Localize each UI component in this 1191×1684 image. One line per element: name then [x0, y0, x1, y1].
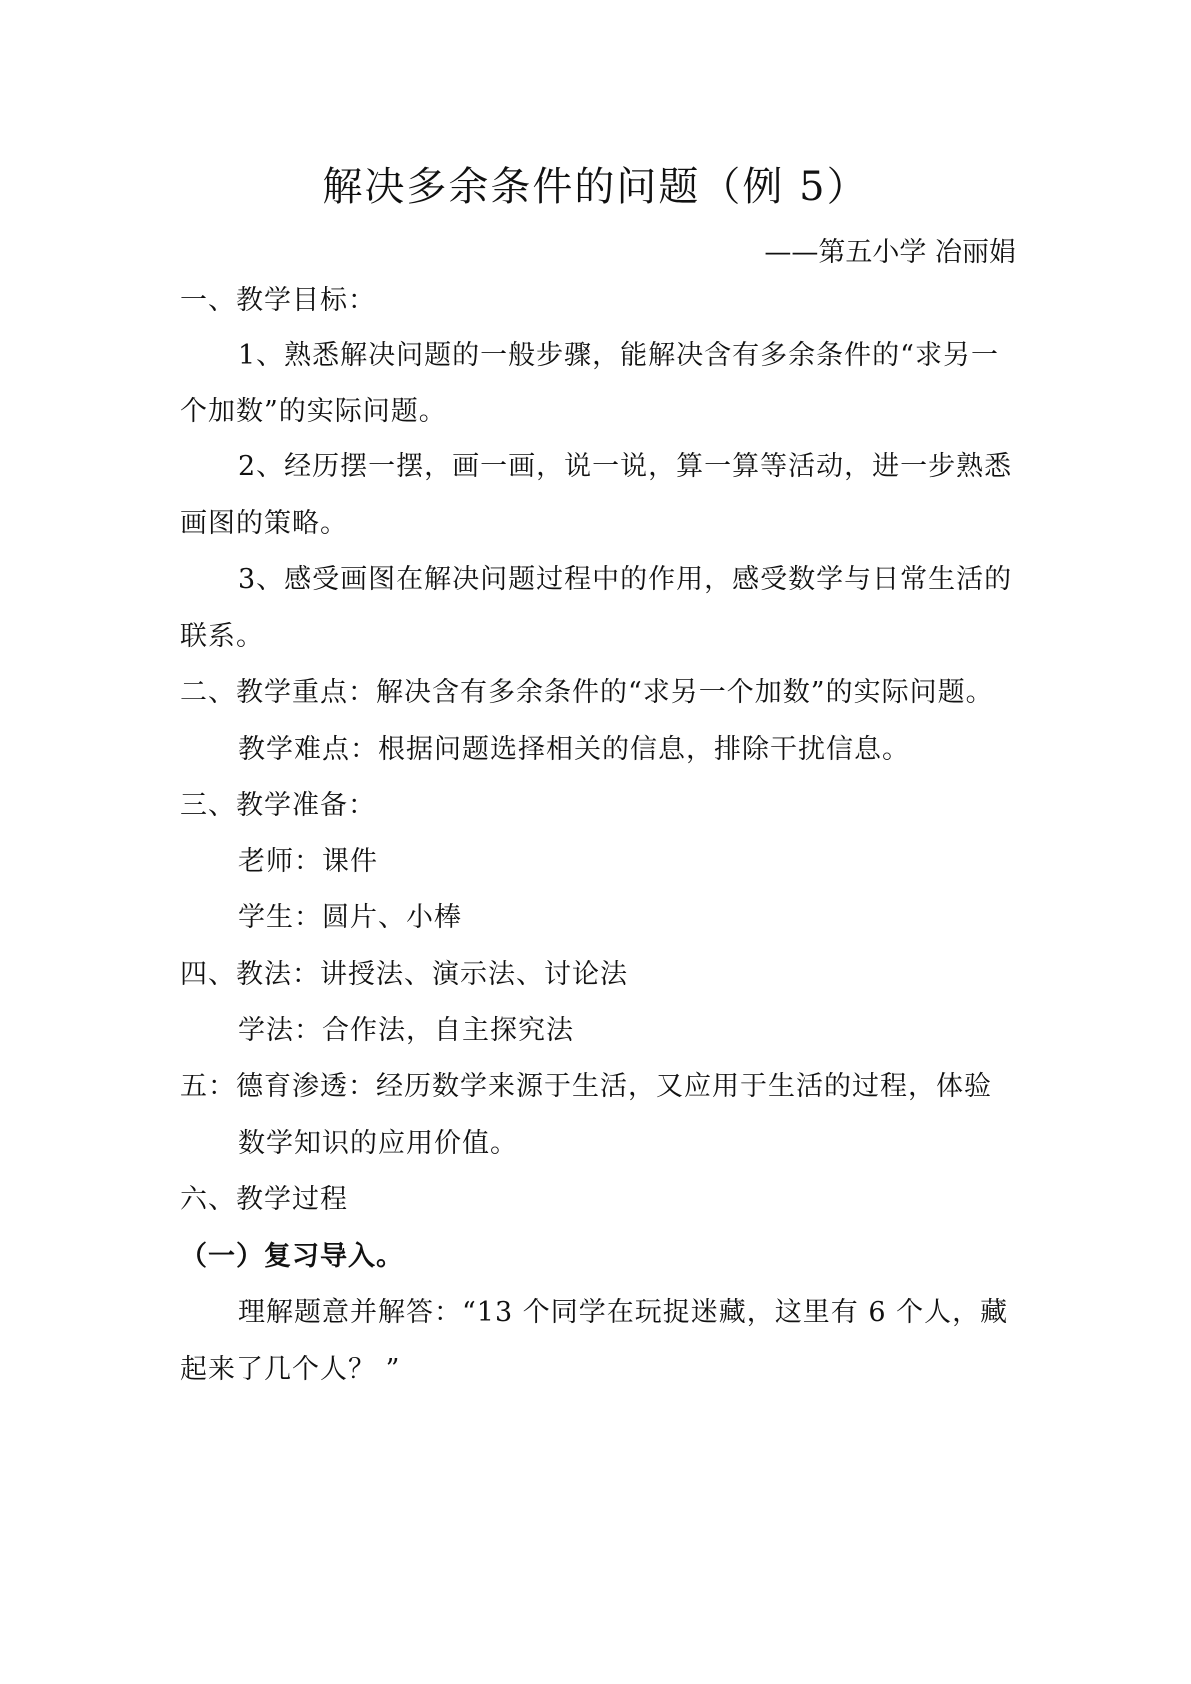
difficult-points: 教学难点：根据问题选择相关的信息，排除干扰信息。 [238, 734, 910, 765]
subsection-heading-review: （一）复习导入。 [180, 1241, 404, 1272]
objective-3-line-2: 联系。 [180, 621, 264, 652]
objective-3-line-1: 3、感受画图在解决问题过程中的作用，感受数学与日常生活的 [238, 564, 1013, 595]
section-heading-key-points: 二、教学重点：解决含有多余条件的“求另一个加数”的实际问题。 [180, 677, 994, 708]
review-question-line-2: 起来了几个人？ ” [180, 1354, 401, 1385]
objective-1-line-2: 个加数”的实际问题。 [180, 396, 447, 427]
section-heading-objectives: 一、教学目标： [180, 285, 376, 316]
objective-2-line-2: 画图的策略。 [180, 508, 348, 539]
preparation-student: 学生：圆片、小棒 [238, 902, 462, 933]
section-heading-methods: 四、教法：讲授法、演示法、讨论法 [180, 959, 628, 990]
review-question-line-1: 理解题意并解答：“13 个同学在玩捉迷藏，这里有 6 个人，藏 [238, 1297, 1009, 1328]
section-heading-preparation: 三、教学准备： [180, 790, 376, 821]
learning-methods: 学法：合作法，自主探究法 [238, 1015, 574, 1046]
objective-2-line-1: 2、经历摆一摆，画一画，说一说，算一算等活动，进一步熟悉 [238, 451, 1013, 482]
moral-education-line-2: 数学知识的应用价值。 [238, 1128, 518, 1159]
moral-education-line-1: 五：德育渗透：经历数学来源于生活，又应用于生活的过程，体验 [180, 1071, 992, 1102]
section-heading-process: 六、教学过程 [180, 1184, 348, 1215]
author-line: ——第五小学 冶丽娟 [764, 237, 1016, 268]
document-title: 解决多余条件的问题（例 5） [322, 164, 869, 210]
objective-1-line-1: 1、熟悉解决问题的一般步骤，能解决含有多余条件的“求另一 [238, 340, 999, 371]
preparation-teacher: 老师：课件 [238, 846, 378, 877]
